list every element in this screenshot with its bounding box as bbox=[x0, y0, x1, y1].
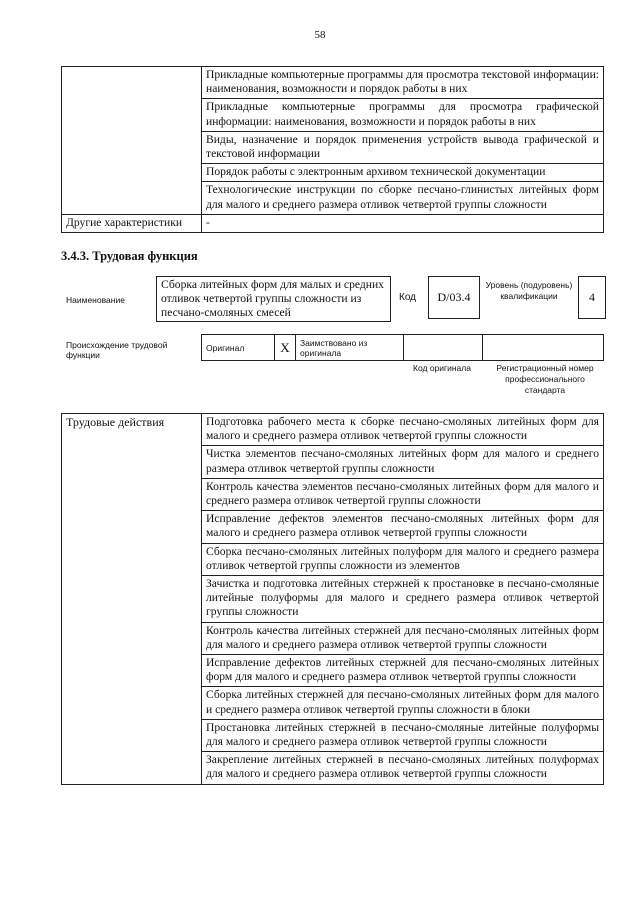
labor-action-item: Чистка элементов песчано-смоляных литейных форм для малого и среднего размера отливок четвертой группы сложности bbox=[202, 446, 604, 478]
level-label: Уровень (подуровень) квалификации bbox=[485, 280, 573, 301]
table-row bbox=[62, 214, 604, 232]
labor-action-item: Зачистка и подготовка литейных стержней к простановке в песчано-смоляные литейные полуформы для малого и среднего размера отливок четвертой группы сложности bbox=[202, 576, 604, 623]
function-code-box: D/03.4 bbox=[428, 276, 480, 319]
table-row bbox=[62, 67, 604, 99]
function-name-box: Сборка литейных форм для малых и средних отливок четвертой группы сложности из песчано-смоляных смесей bbox=[156, 276, 391, 322]
labor-action-item: Сборка литейных стержней для песчано-смоляных литейных форм для малого и среднего размера отливок четвертой группы сложности в блоки bbox=[202, 687, 604, 719]
labor-action-item: Закрепление литейных стержней в песчано-смоляных литейных полуформах для малого и среднего размера отливок четвертой группы сложности bbox=[202, 752, 604, 784]
labor-action-item: Подготовка рабочего места к сборке песчано-смоляных литейных форм для малого и среднего размера отливок четвертой группы сложности bbox=[202, 414, 604, 446]
original-label: Оригинал bbox=[202, 335, 275, 361]
level-value-box: 4 bbox=[578, 276, 606, 319]
page-number: 58 bbox=[314, 29, 326, 41]
labor-action-item: Контроль качества литейных стержней для песчано-смоляных литейных форм для малого и среднего размера отливок четвертой группы сложности bbox=[202, 622, 604, 654]
labor-action-item: Исправление дефектов элементов песчано-смоляных литейных форм для малого и среднего размера отливок четвертой группы сложности bbox=[202, 511, 604, 543]
labor-action-item: Исправление дефектов литейных стержней для песчано-смоляных литейных форм для малого и среднего размера отливок четвертой группы сложности bbox=[202, 655, 604, 687]
table-cell: Технологические инструкции по сборке песчано-глинистых литейных форм для малого и среднего размера отливок четвертой группы сложности bbox=[202, 182, 604, 214]
reg-number-label: Регистрационный номер профессионального стандарта bbox=[496, 363, 594, 395]
labor-action-item: Простановка литейных стержней в песчано-смоляные литейные полуформы для малого и среднего размера отливок четвертой группы сложности bbox=[202, 719, 604, 751]
labor-action-item: Сборка песчано-смоляных литейных полуформ для малого и среднего размера отливок четвертой группы сложности из элементов bbox=[202, 543, 604, 575]
original-mark: X bbox=[275, 335, 296, 361]
table-cell: Порядок работы с электронным архивом технической документации bbox=[202, 164, 604, 182]
table-row bbox=[202, 335, 604, 361]
name-label: Наименование bbox=[66, 295, 125, 305]
table-cell: Прикладные компьютерные программы для просмотра текстовой информации: наименования, возможности и порядок работы в них bbox=[202, 67, 604, 99]
section-title: 3.4.3. Трудовая функция bbox=[61, 249, 198, 263]
reg-number-cell bbox=[483, 335, 604, 361]
labor-action-item: Контроль качества элементов песчано-смоляных литейных форм для малого и среднего размера отливок четвертой группы сложности bbox=[202, 478, 604, 510]
origin-table bbox=[201, 334, 604, 361]
other-characteristics-label: Другие характеристики bbox=[62, 214, 202, 232]
other-characteristics-value: - bbox=[202, 214, 604, 232]
code-original-label: Код оригинала bbox=[413, 363, 471, 373]
code-label: Код bbox=[399, 292, 417, 303]
labor-actions-table bbox=[61, 413, 604, 785]
labor-actions-label: Трудовые действия bbox=[62, 414, 202, 785]
borrowed-label: Заимствовано из оригинала bbox=[296, 335, 404, 361]
empty-label-cell bbox=[62, 67, 202, 215]
code-original-cell bbox=[404, 335, 483, 361]
origin-label: Происхождение трудовой функции bbox=[66, 340, 168, 360]
table-cell: Виды, назначение и порядок применения устройств вывода графической и текстовой информации bbox=[202, 131, 604, 163]
knowledge-table bbox=[61, 66, 604, 233]
table-row bbox=[62, 414, 604, 446]
table-cell: Прикладные компьютерные программы для просмотра графической информации: наименования, возможности и порядок работы в них bbox=[202, 99, 604, 131]
